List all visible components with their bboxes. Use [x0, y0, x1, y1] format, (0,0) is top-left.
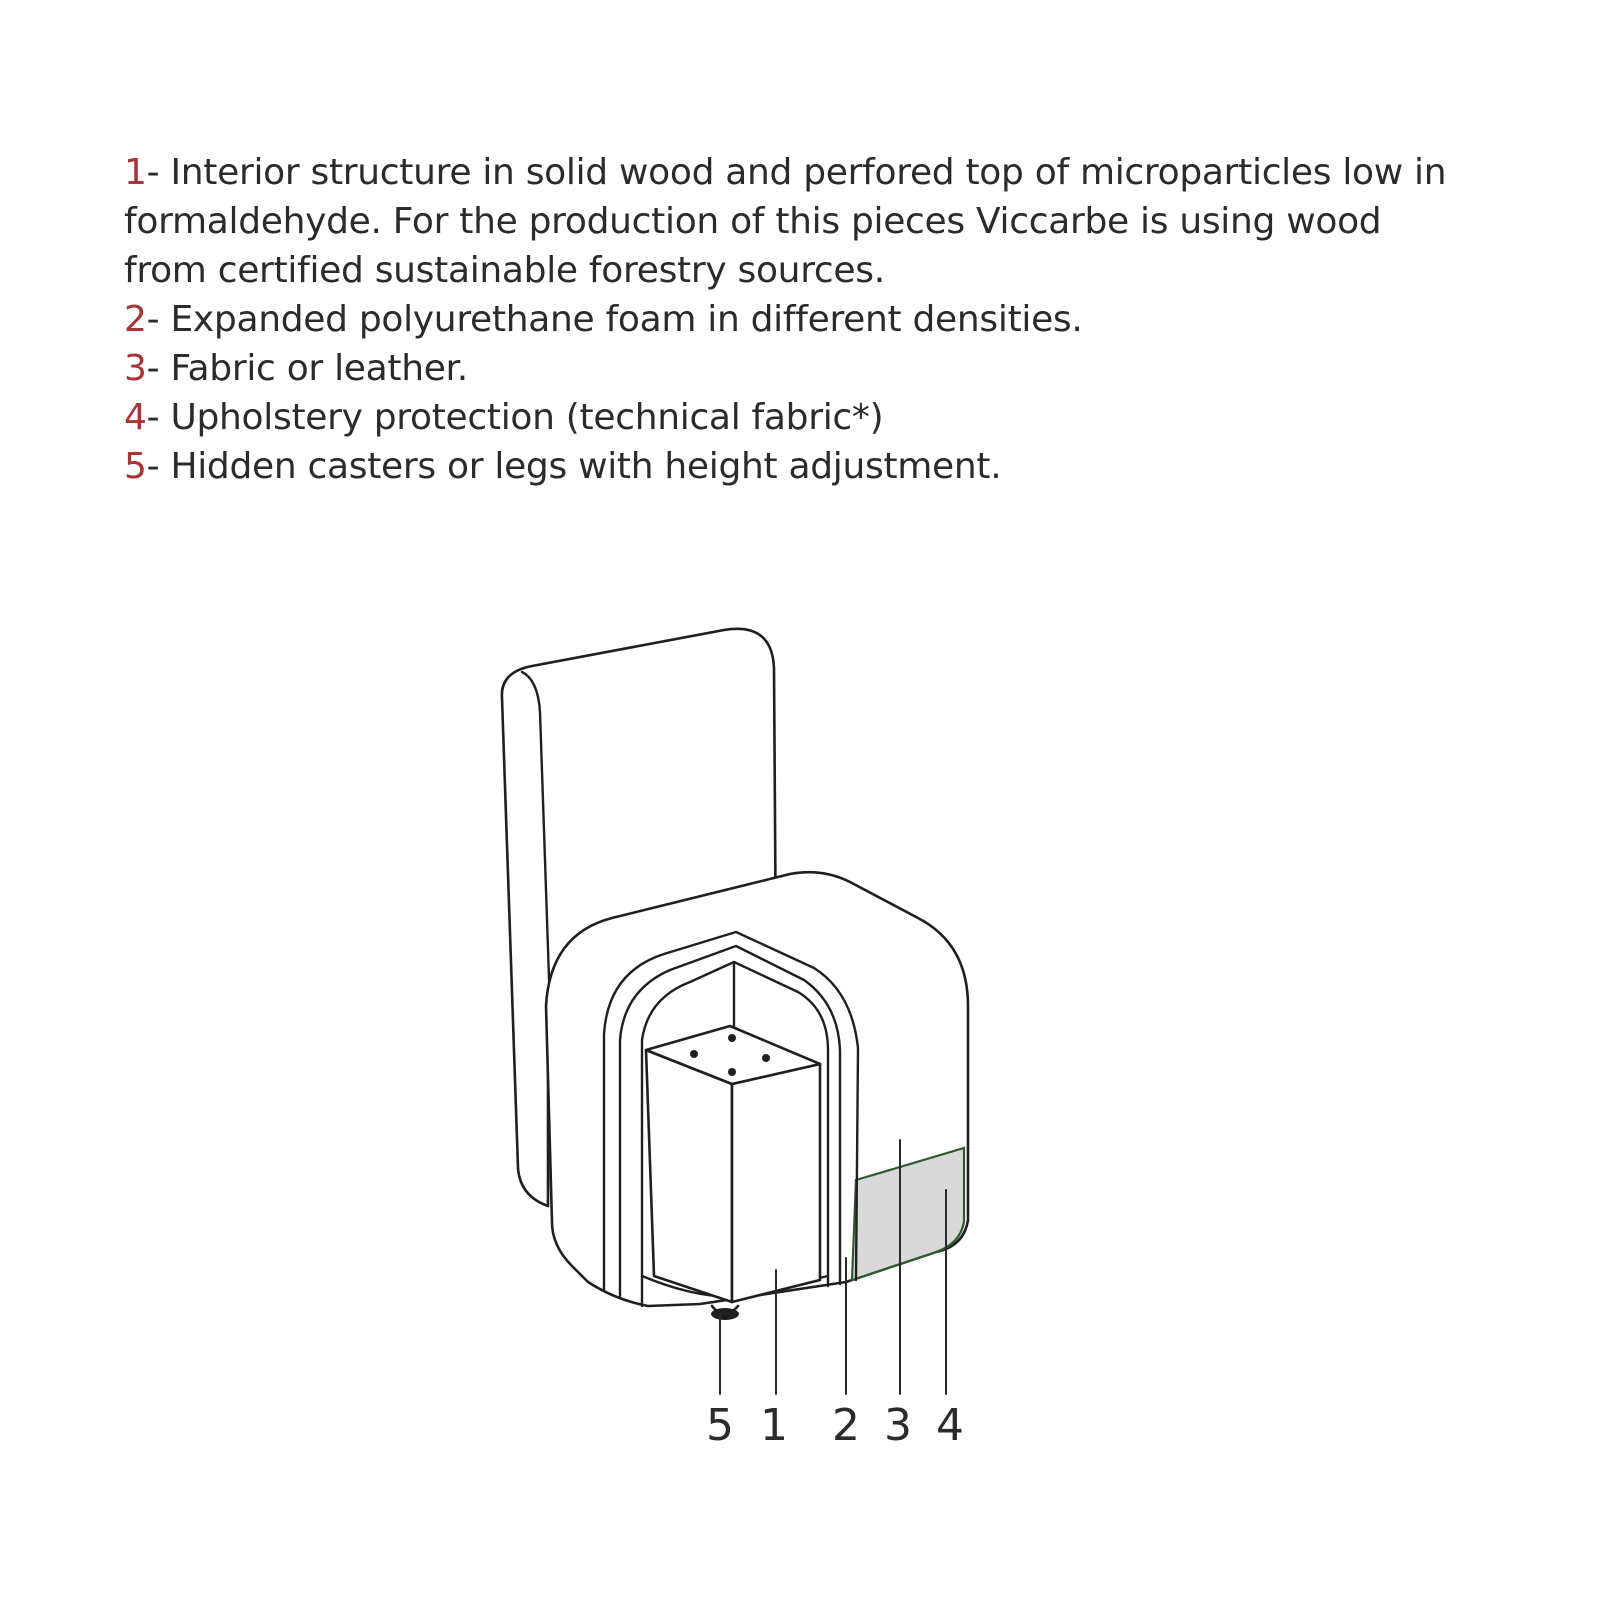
wood-structure-left-face	[646, 1050, 732, 1302]
callout-number: 4	[936, 1400, 964, 1451]
callout-number: 5	[706, 1400, 734, 1451]
legend-number: 4	[124, 397, 147, 438]
perforation-hole	[762, 1054, 770, 1062]
callout-number: 3	[884, 1400, 912, 1451]
legend-number: 3	[124, 348, 147, 389]
legend-text: - Fabric or leather.	[146, 348, 468, 389]
legend-text: - Upholstery protection (technical fabric*)	[146, 397, 884, 438]
perforation-hole	[690, 1050, 698, 1058]
legend-number: 1	[124, 152, 147, 193]
callout-number: 1	[760, 1400, 788, 1451]
legend-text: - Expanded polyurethane foam in different densities.	[146, 299, 1083, 340]
legend-text: - Hidden casters or legs with height adjustment.	[146, 446, 1002, 487]
perforation-hole	[728, 1034, 736, 1042]
legend-text: - Interior structure in solid wood and perfored top of microparticles low in formaldehyde. For the production of this pieces Viccarbe is using wood from certified sustainable forestry sources.	[124, 152, 1447, 291]
perforation-hole	[728, 1068, 736, 1076]
caster-wheel	[711, 1308, 739, 1320]
legend-number: 2	[124, 299, 147, 340]
wood-structure-right-face	[732, 1064, 820, 1302]
legend-number: 5	[124, 446, 147, 487]
callout-number: 2	[832, 1400, 860, 1451]
